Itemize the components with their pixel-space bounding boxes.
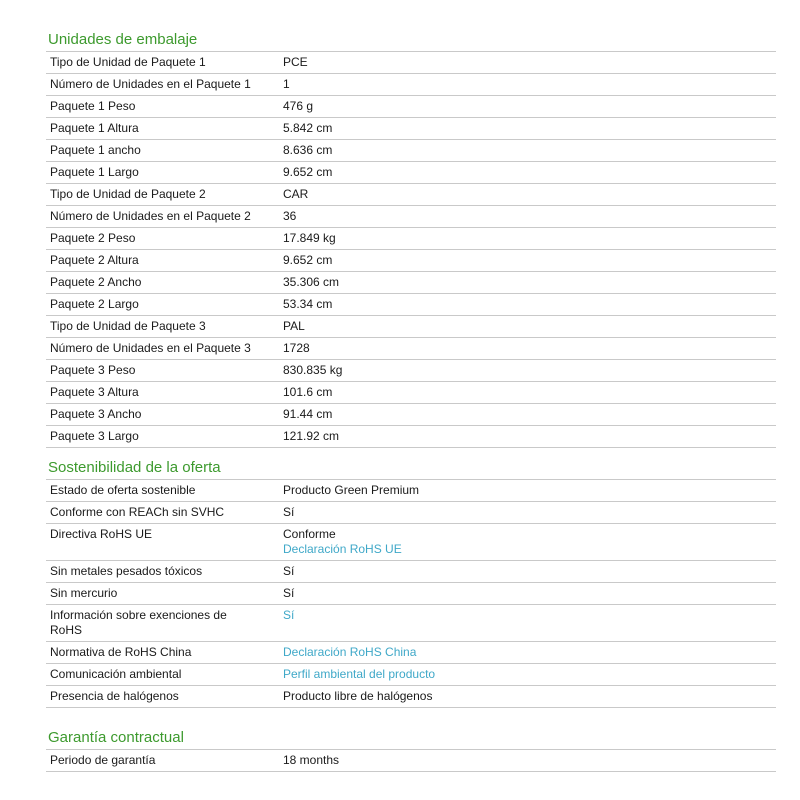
rohs-eu-declaration-link[interactable]: Declaración RoHS UE (283, 542, 402, 556)
table-row (46, 140, 776, 162)
row-label: Conforme con REACh sin SVHC (50, 505, 225, 519)
table-row (46, 52, 776, 74)
row-value: 53.34 cm (283, 297, 333, 311)
row-label: Paquete 2 Largo (50, 297, 139, 311)
row-value: 18 months (283, 753, 340, 767)
row-label: Comunicación ambiental (50, 667, 182, 681)
row-label: Normativa de RoHS China (50, 645, 192, 659)
row-value: Sí (283, 586, 295, 600)
row-value: 121.92 cm (283, 429, 340, 443)
table-row (46, 250, 776, 272)
row-value: 5.842 cm (283, 121, 333, 135)
table-row (46, 272, 776, 294)
row-value: Producto libre de halógenos (283, 689, 433, 703)
row-label: Número de Unidades en el Paquete 1 (50, 77, 251, 91)
table-row (46, 206, 776, 228)
row-label: Tipo de Unidad de Paquete 3 (50, 319, 206, 333)
table-row (46, 664, 776, 686)
row-value: Sí (283, 564, 295, 578)
row-label: Paquete 2 Altura (50, 253, 139, 267)
section-offer-sustainability (46, 459, 776, 708)
row-label: Paquete 3 Altura (50, 385, 139, 399)
table-row (46, 382, 776, 404)
table-row (46, 426, 776, 448)
row-value: PAL (283, 319, 305, 333)
section-title: Unidades de embalaje (48, 31, 198, 48)
table-row (46, 360, 776, 382)
table-row (46, 583, 776, 605)
row-label-group (46, 605, 279, 641)
environmental-profile-link[interactable]: Perfil ambiental del producto (283, 667, 436, 681)
row-label: Estado de oferta sostenible (50, 483, 196, 497)
table-row (46, 404, 776, 426)
row-label: Número de Unidades en el Paquete 2 (50, 209, 251, 223)
row-value: 101.6 cm (283, 385, 333, 399)
rohs-china-declaration-link[interactable]: Declaración RoHS China (283, 645, 417, 659)
table-row (46, 338, 776, 360)
row-value: 9.652 cm (283, 253, 333, 267)
section-title: Garantía contractual (48, 729, 184, 746)
row-label: Periodo de garantía (50, 753, 156, 767)
row-label: Paquete 3 Peso (50, 363, 136, 377)
row-label: Directiva RoHS UE (50, 527, 153, 541)
row-value: 91.44 cm (283, 407, 333, 421)
table-row (46, 162, 776, 184)
row-label: Información sobre exenciones de (50, 608, 227, 622)
table-row (46, 74, 776, 96)
table-row (46, 294, 776, 316)
table-row (46, 502, 776, 524)
row-label: Sin metales pesados tóxicos (50, 564, 203, 578)
table-row (46, 184, 776, 206)
table-row (46, 605, 776, 642)
row-label: Paquete 2 Peso (50, 231, 136, 245)
row-value-group (279, 524, 776, 560)
rohs-exemptions-link[interactable]: Sí (283, 608, 295, 622)
table-row (46, 642, 776, 664)
row-value-group (279, 605, 776, 641)
table-row (46, 524, 776, 561)
table-row (46, 118, 776, 140)
table-row (46, 686, 776, 708)
row-value: CAR (283, 187, 309, 201)
row-value: 17.849 kg (283, 231, 336, 245)
row-label: Paquete 1 ancho (50, 143, 141, 157)
row-value: 476 g (283, 99, 314, 113)
row-label: Paquete 3 Largo (50, 429, 139, 443)
section-title: Sostenibilidad de la oferta (48, 459, 221, 476)
table-row (46, 316, 776, 338)
row-label: Tipo de Unidad de Paquete 1 (50, 55, 206, 69)
row-label: RoHS (50, 623, 83, 637)
table-row (46, 96, 776, 118)
row-value: Conforme (283, 527, 336, 541)
table-row (46, 750, 776, 772)
row-label: Presencia de halógenos (50, 689, 179, 703)
row-value: PCE (283, 55, 308, 69)
row-label: Paquete 1 Altura (50, 121, 139, 135)
row-value: 1728 (283, 341, 310, 355)
section-packaging-units (46, 31, 776, 448)
table-row (46, 228, 776, 250)
row-label: Paquete 1 Largo (50, 165, 139, 179)
row-value: 35.306 cm (283, 275, 340, 289)
table-row (46, 480, 776, 502)
row-value: 1 (283, 77, 290, 91)
row-value: 830.835 kg (283, 363, 343, 377)
row-value: Producto Green Premium (283, 483, 420, 497)
row-value: 9.652 cm (283, 165, 333, 179)
row-value: 8.636 cm (283, 143, 333, 157)
row-label: Número de Unidades en el Paquete 3 (50, 341, 251, 355)
row-label: Paquete 3 Ancho (50, 407, 142, 421)
row-value: Sí (283, 505, 295, 519)
row-label: Tipo de Unidad de Paquete 2 (50, 187, 206, 201)
row-label: Paquete 2 Ancho (50, 275, 142, 289)
row-value: 36 (283, 209, 297, 223)
row-label: Paquete 1 Peso (50, 99, 136, 113)
row-label: Sin mercurio (50, 586, 118, 600)
table-row (46, 561, 776, 583)
section-contractual-warranty (46, 729, 776, 772)
